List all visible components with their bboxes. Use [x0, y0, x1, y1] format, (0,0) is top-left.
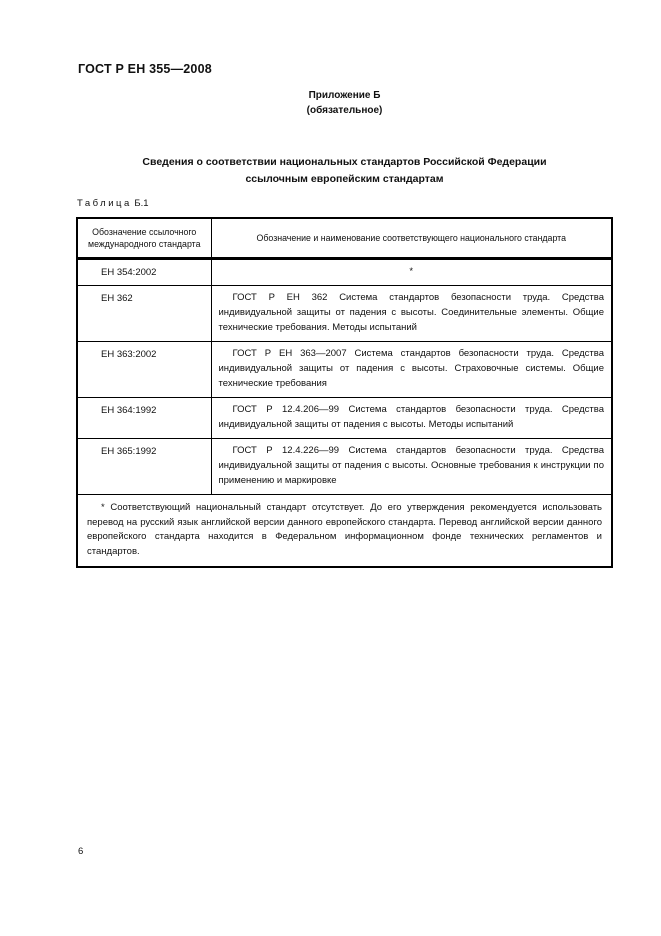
national-standard-cell: ГОСТ Р 12.4.226—99 Система стандартов безопасности труда. Средства индивидуальной защиты от падения с высоты. Основные требования к инструкции по применению и маркировке	[211, 439, 612, 495]
document-number: ГОСТ Р ЕН 355—2008	[78, 62, 212, 76]
appendix-heading	[76, 88, 613, 118]
national-standard-cell: *	[211, 259, 612, 286]
national-standard-cell: ГОСТ Р ЕН 362 Система стандартов безопасности труда. Средства индивидуальной защиты от падения с высоты. Соединительные элементы. Общие технические требования. Методы испытаний	[211, 286, 612, 342]
column-header-reference-standard: Обозначение ссылочного международного стандарта	[77, 218, 211, 259]
reference-standard-cell: ЕН 363:2002	[77, 342, 211, 398]
national-standard-cell: ГОСТ Р 12.4.206—99 Система стандартов безопасности труда. Средства индивидуальной защиты от падения с высоты. Методы испытаний	[211, 398, 612, 439]
table-row	[77, 286, 612, 342]
table-label-number: Б.1	[134, 198, 149, 209]
correspondence-table	[76, 217, 613, 568]
table-label-word: Таблица	[77, 198, 132, 209]
section-title-line2: ссылочным европейским стандартам	[245, 173, 444, 185]
table-footnote: * Соответствующий национальный стандарт отсутствует. До его утверждения рекомендуется использовать перевод на русский язык английской версии данного европейского стандарта. Перевод английской версии данного европейского стандарта находится в Федеральном информационном фонде технических регламентов и стандартов.	[77, 495, 612, 568]
page-number: 6	[78, 846, 84, 857]
reference-standard-cell: ЕН 354:2002	[77, 259, 211, 286]
table-row	[77, 342, 612, 398]
reference-standard-cell: ЕН 365:1992	[77, 439, 211, 495]
reference-standard-cell: ЕН 362	[77, 286, 211, 342]
reference-standard-cell: ЕН 364:1992	[77, 398, 211, 439]
table-row	[77, 259, 612, 286]
appendix-kind: (обязательное)	[306, 105, 383, 116]
table-footnote-row	[77, 495, 612, 568]
table-row	[77, 398, 612, 439]
table-header-row	[77, 218, 612, 259]
section-title	[76, 154, 613, 188]
table-label	[77, 198, 149, 209]
section-title-line1: Сведения о соответствии национальных стандартов Российской Федерации	[142, 156, 547, 168]
column-header-national-standard: Обозначение и наименование соответствующего национального стандарта	[211, 218, 612, 259]
national-standard-cell: ГОСТ Р ЕН 363—2007 Система стандартов безопасности труда. Средства индивидуальной защиты от падения с высоты. Страховочные системы. Общие технические требования	[211, 342, 612, 398]
table-row	[77, 439, 612, 495]
appendix-label: Приложение Б	[308, 90, 381, 101]
